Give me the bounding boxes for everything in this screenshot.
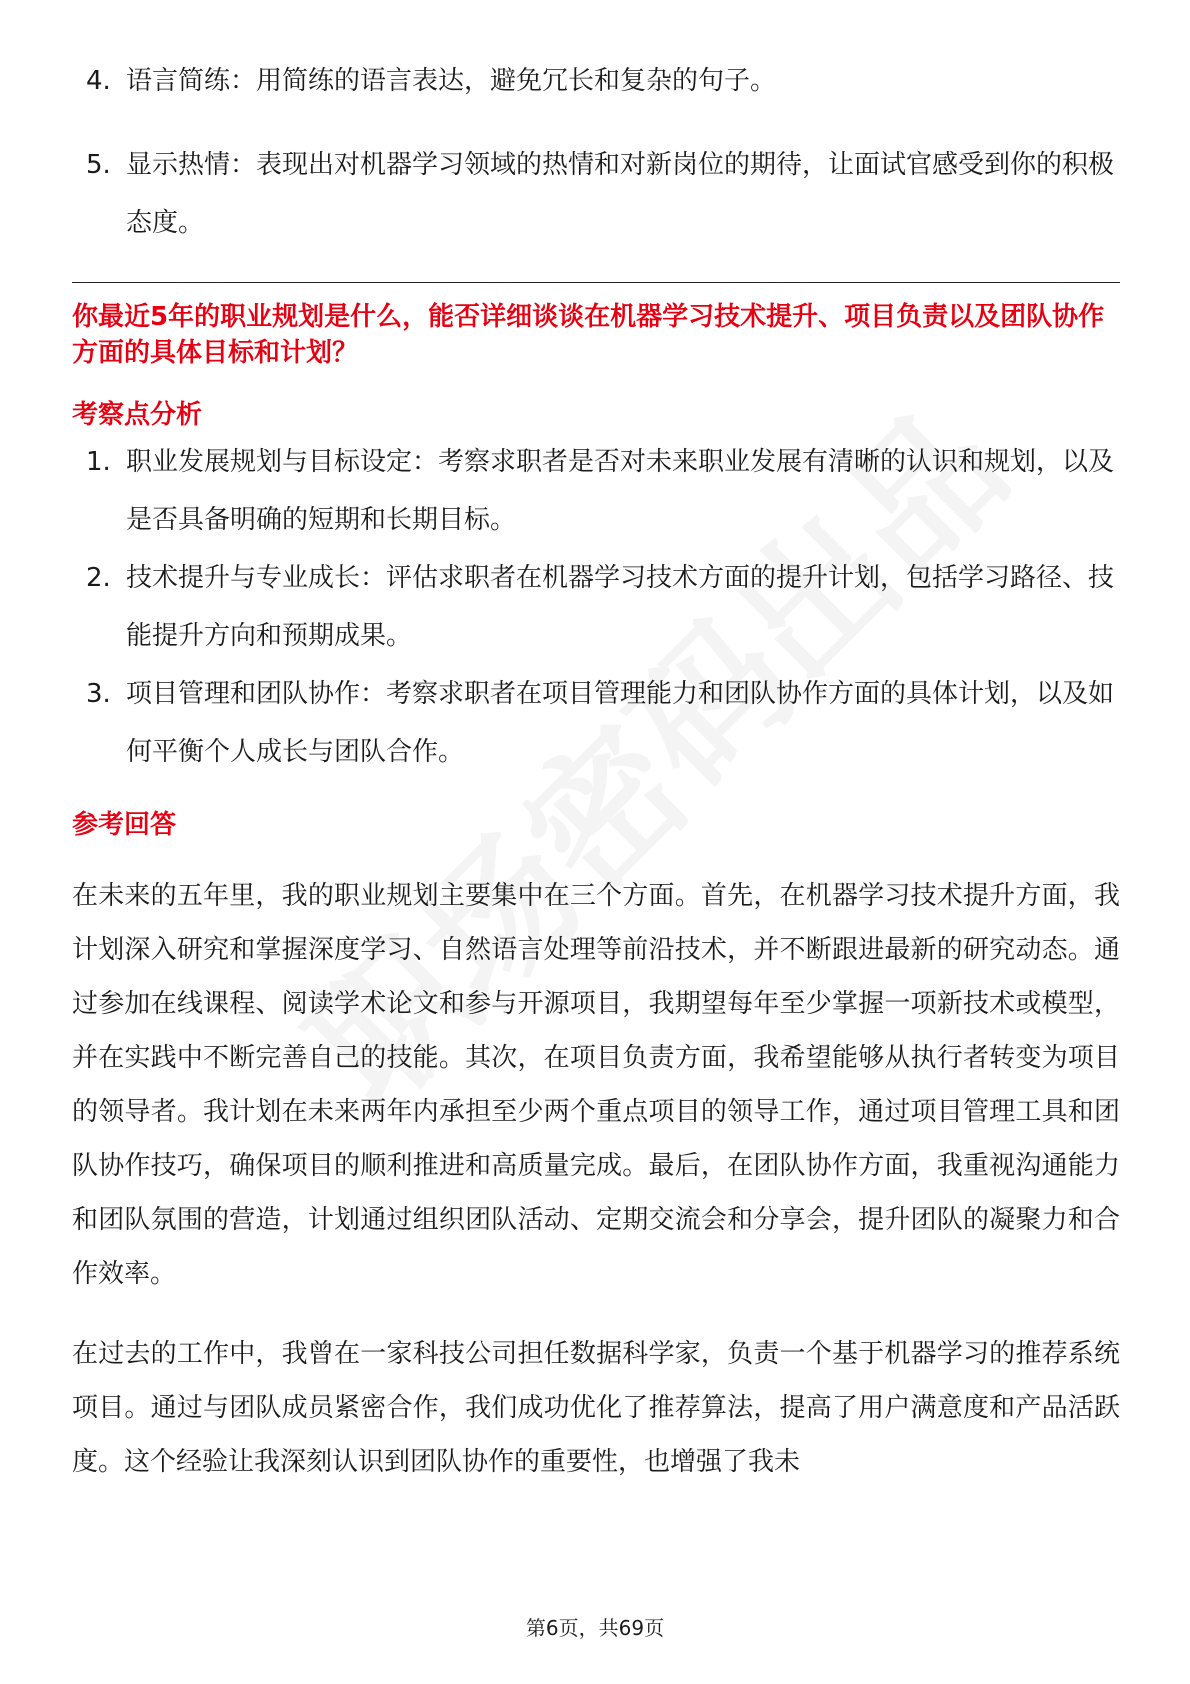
list-item — [72, 665, 1120, 781]
list-item — [72, 136, 1120, 252]
list-item-number: 4. — [86, 66, 111, 96]
list-item — [72, 433, 1120, 549]
analysis-list — [72, 433, 1120, 781]
list-item-text: 显示热情：表现出对机器学习领域的热情和对新岗位的期待，让面试官感受到你的积极态度。 — [126, 150, 1115, 238]
section-divider — [72, 282, 1120, 283]
list-item-number: 3. — [86, 679, 111, 709]
list-item — [72, 549, 1120, 665]
tips-list — [72, 52, 1120, 252]
list-item-number: 5. — [86, 150, 111, 180]
analysis-title: 考察点分析 — [72, 400, 203, 430]
answer-paragraph: 在未来的五年里，我的职业规划主要集中在三个方面。首先，在机器学习技术提升方面，我计划深入研究和掌握深度学习、自然语言处理等前沿技术，并不断跟进最新的研究动态。通过参加在线课程、阅读学术论文和参与开源项目，我期望每年至少掌握一项新技术或模型，并在实践中不断完善自己的技能。其次，在项目负责方面，我希望能够从执行者转变为项目的领导者。我计划在未来两年内承担至少两个重点项目的领导工作，通过项目管理工具和团队协作技巧，确保项目的顺利推进和高质量完成。最后，在团队协作方面，我重视沟通能力和团队氛围的营造，计划通过组织团队活动、定期交流会和分享会，提升团队的凝聚力和合作效率。 — [72, 881, 1120, 1289]
page-content — [72, 52, 1120, 1515]
page-number: 第6页，共69页 — [525, 1616, 665, 1640]
list-item-text: 项目管理和团队协作：考察求职者在项目管理能力和团队协作方面的具体计划，以及如何平衡个人成长与团队合作。 — [126, 679, 1115, 767]
answer-title: 参考回答 — [72, 810, 177, 840]
answer-body — [72, 869, 1120, 1489]
list-item-number: 1. — [86, 447, 111, 477]
list-item-text: 语言简练：用简练的语言表达，避免冗长和复杂的句子。 — [126, 66, 777, 96]
list-item-number: 2. — [86, 563, 111, 593]
answer-paragraph: 在过去的工作中，我曾在一家科技公司担任数据科学家，负责一个基于机器学习的推荐系统项目。通过与团队成员紧密合作，我们成功优化了推荐算法，提高了用户满意度和产品活跃度。这个经验让我深刻认识到团队协作的重要性，也增强了我未 — [72, 1339, 1120, 1477]
list-item-text: 技术提升与专业成长：评估求职者在机器学习技术方面的提升计划，包括学习路径、技能提升方向和预期成果。 — [126, 563, 1115, 651]
question-heading: 你最近5年的职业规划是什么，能否详细谈谈在机器学习技术提升、项目负责以及团队协作方面的具体目标和计划？ — [72, 302, 1105, 368]
list-item — [72, 52, 1120, 110]
list-item-text: 职业发展规划与目标设定：考察求职者是否对未来职业发展有清晰的认识和规划，以及是否具备明确的短期和长期目标。 — [126, 447, 1115, 535]
